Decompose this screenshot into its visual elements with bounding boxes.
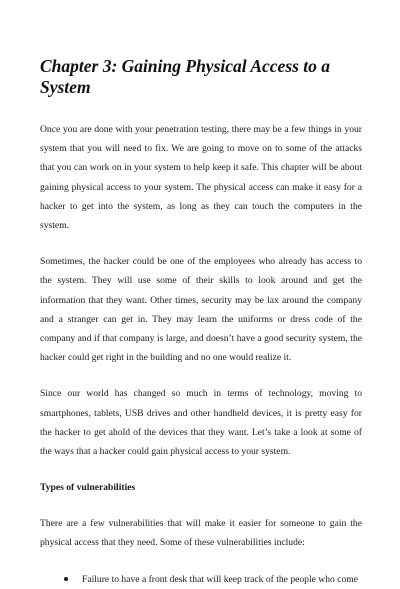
bullet-icon	[64, 577, 68, 581]
paragraph-insider: Sometimes, the hacker could be one of the employees who already has access to the system. They will use some of their skills to look around and get the information that they want. Other times, security may be lax around the company and a stranger can get in. They may learn the uniforms or dress code of the company and if that company is large, and doesn’t have a good security system, the hacker could get right in the building and no one would realize it.	[40, 256, 362, 364]
paragraph-devices: Since our world has changed so much in terms of technology, moving to smartphones, tablets, USB drives and other handheld devices, it is pretty easy for the hacker to get ahold of the devices that they want. Let’s take a look at some of the ways that a hacker could gain physical access to your system.	[40, 388, 362, 458]
section-intro: There are a few vulnerabilities that will make it easier for someone to gain the physical access that they need. Some of these vulnerabilities include:	[40, 518, 362, 549]
list-item	[64, 570, 362, 589]
vulnerability-list	[40, 570, 362, 589]
chapter-title: Chapter 3: Gaining Physical Access to a System	[40, 56, 331, 97]
paragraph-intro: Once you are done with your penetration testing, there may be a few things in your system that you will need to fix. We are going to move on to some of the attacks that you can work on in your system to help keep it safe. This chapter will be about gaining physical access to your system. The physical access can make it easy for a hacker to get into the system, as long as they can touch the computers in the system.	[40, 124, 362, 232]
list-item-text: Failure to have a front desk that will keep track of the people who come	[82, 573, 358, 585]
section-heading: Types of vulnerabilities	[40, 482, 136, 494]
